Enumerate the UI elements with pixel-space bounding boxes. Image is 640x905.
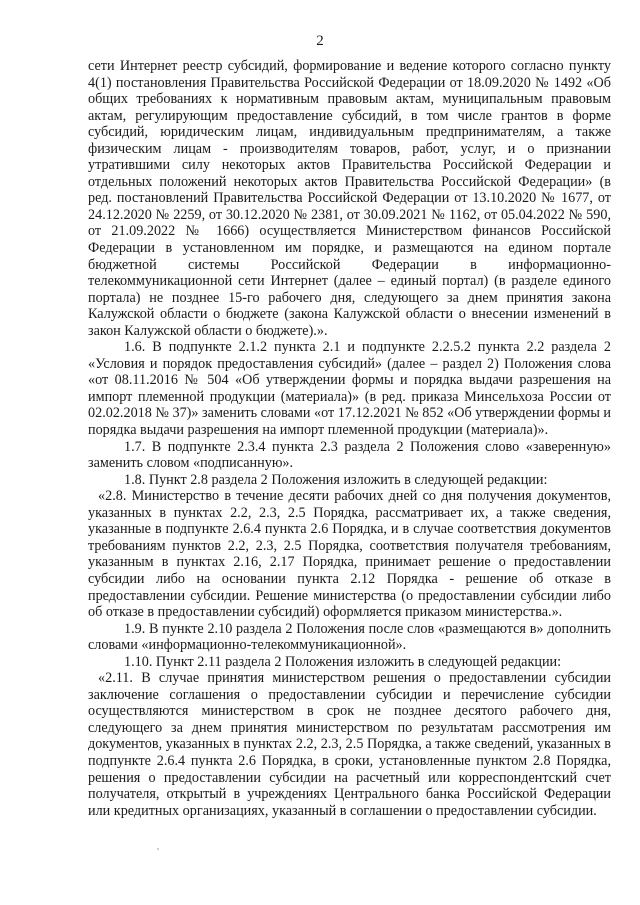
page-number: 2 bbox=[316, 33, 324, 49]
paragraph-quote-2-8: «2.8. Министерство в течение десяти рабочих дней со дня получения документов, указанных в пунктах 2.2, 2.3, 2.5 Порядка, рассматривает их, а также сведения, указанные в подпункте 2.6.4 пункта 2.6 Порядка, и в случае соответствия документов требованиям пунктов 2.2, 2.3, 2.5 Порядка, соответствия получателя требованиям, указанным в пунктах 2.16, 2.17 Порядка, принимает решение о предоставлении субсидии либо на основании пункта 2.12 Порядка - решение об отказе в предоставлении субсидии. Решение министерства (о предоставлении субсидии либо об отказе в предоставлении субсидий) оформляется приказом министерства.». bbox=[88, 488, 611, 621]
paragraph-1-8: 1.8. Пункт 2.8 раздела 2 Положения изложить в следующей редакции: bbox=[124, 471, 548, 488]
scan-dot bbox=[157, 848, 159, 850]
paragraph-1-6: 1.6. В подпункте 2.1.2 пункта 2.1 и подпункте 2.2.5.2 пункта 2.2 раздела 2 «Условия и порядок предоставления субсидий» (далее – раздел 2) Положения слова «от 08.11.2016 № 504 «Об утверждении формы и порядка выдачи разрешения на импорт племенной продукции (материала)» (в ред. приказа Минсельхоза России от 02.02.2018 № 37)» заменить словами «от 17.12.2021 № 852 «Об утверждении формы и порядка выдачи разрешения на импорт племенной продукции (материала)». bbox=[88, 339, 611, 439]
paragraph-continuation: сети Интернет реестр субсидий, формирование и ведение которого согласно пункту 4(1) постановления Правительства Российской Федерации от 18.09.2020 № 1492 «Об общих требованиях к нормативным правовым актам, муниципальным правовым актам, регулирующим предоставление субсидий, в том числе грантов в форме субсидий, юридическим лицам, индивидуальным предпринимателям, а также физическим лицам - производителям товаров, работ, услуг, и о признании утратившими силу некоторых актов Правительства Российской Федерации и отдельных положений некоторых актов Правительства Российской Федерации» (в ред. постановлений Правительства Российской Федерации от 13.10.2020 № 1677, от 24.12.2020 № 2259, от 30.12.2020 № 2381, от 30.09.2021 № 1162, от 05.04.2022 № 590, от 21.09.2022 № 1666) осуществляется Министерством финансов Российской Федерации в установленном им порядке, и размещаются на едином портале бюджетной системы Российской Федерации в информационно-телекоммуникационной сети Интернет (далее – единый портал) (в разделе единого портала) не позднее 15-го рабочего дня, следующего за днем принятия закона Калужской области о бюджете (закона Калужской области о внесении изменений в закон Калужской области о бюджете).». bbox=[88, 58, 611, 339]
paragraph-1-7: 1.7. В подпункте 2.3.4 пункта 2.3 раздела 2 Положения слово «заверенную» заменить словом «подписанную». bbox=[88, 438, 611, 472]
paragraph-quote-2-11: «2.11. В случае принятия министерством решения о предоставлении субсидии заключение соглашения о предоставлении субсидии и перечисление субсидии осуществляются министерством в срок не позднее десятого рабочего дня, следующего за днем принятия министерством по результатам рассмотрения им документов, указанных в пунктах 2.2, 2.3, 2.5 Порядка, а также сведений, указанных в подпункте 2.6.4 пункта 2.6 Порядка, в сроки, установленные пунктом 2.8 Порядка, решения о предоставлении субсидии на расчетный или корреспондентский счет получателя, открытый в учреждениях Центрального банка Российской Федерации или кредитных организациях, указанный в соглашении о предоставлении субсидии. bbox=[88, 670, 611, 819]
document-body bbox=[88, 58, 611, 819]
paragraph-1-10: 1.10. Пункт 2.11 раздела 2 Положения изложить в следующей редакции: bbox=[124, 653, 562, 670]
paragraph-1-9: 1.9. В пункте 2.10 раздела 2 Положения после слов «размещаются в» дополнить словами «информационно-телекоммуникационной». bbox=[88, 620, 611, 654]
